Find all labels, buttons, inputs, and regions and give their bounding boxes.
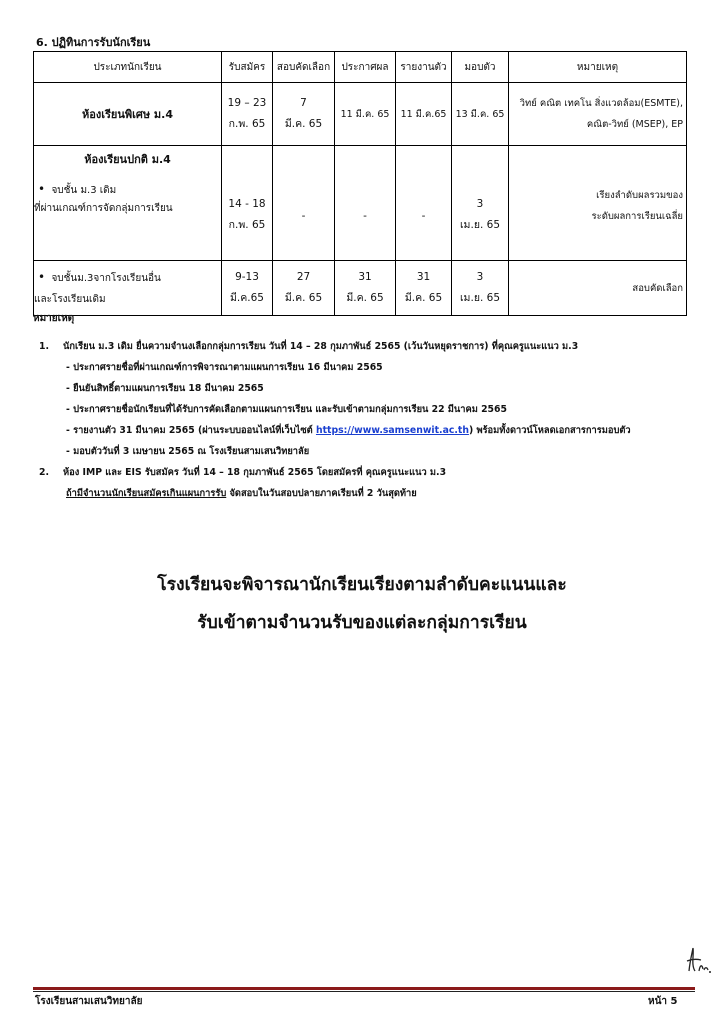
cell-line: 9-13 <box>235 271 259 283</box>
cell-line: และโรงเรียนเดิม <box>34 293 106 305</box>
cell-exam: - <box>273 146 335 261</box>
cell-line: จบชั้นม.3จากโรงเรียนอื่น <box>51 272 161 284</box>
cell-line: มี.ค. 65 <box>404 292 443 304</box>
remark-sub-text: ) พร้อมทั้งดาวน์โหลดเอกสารการมอบตัว <box>468 425 631 436</box>
table-row-regular-existing <box>34 146 687 261</box>
cell-type: ห้องเรียนพิเศษ ม.4 <box>34 83 222 146</box>
signature-icon <box>683 945 713 975</box>
cell-line: มี.ค. 65 <box>284 292 323 304</box>
header-report: รายงานตัว <box>396 52 452 83</box>
cell-line: 27 <box>296 271 311 283</box>
remark-underlined-text: ถ้ามีจำนวนนักเรียนสมัครเกินแผนการรับ <box>66 488 227 499</box>
cell-line: ก.พ. 65 <box>228 118 266 130</box>
header-announce: ประกาศผล <box>335 52 396 83</box>
remark-sub: - มอบตัววันที่ 3 เมษายน 2565 ณ โรงเรียนสามเสนวิทยาลัย <box>66 446 310 457</box>
remark-sub-text: - รายงานตัว 31 มีนาคม 2565 (ผ่านระบบออนไลน์ที่เว็บไซต์ <box>66 425 316 436</box>
remark-text: ห้อง IMP และ EIS รับสมัคร วันที่ 14 – 18 กุมภาพันธ์ 2565 โดยสมัครที่ คุณครูแนะแนว ม.3 <box>63 467 447 478</box>
cell-line: มี.ค. 65 <box>346 292 384 304</box>
cell-line: 14 - 18 <box>228 198 266 210</box>
bullet-icon: • <box>38 269 46 284</box>
cell-line: 31 <box>358 271 372 283</box>
table-header-row <box>34 52 687 83</box>
header-handover: มอบตัว <box>452 52 509 83</box>
cell-line: เม.ย. 65 <box>459 219 501 231</box>
header-apply: รับสมัคร <box>222 52 273 83</box>
remark-sub <box>33 483 713 504</box>
table-row-regular-other <box>34 261 687 316</box>
cell-exam <box>273 83 335 146</box>
remark-sub: - ประกาศรายชื่อนักเรียนที่ได้รับการคัดเลือกตามแผนการเรียน และรับเข้าตามกลุ่มการเรียน 22 มีนาคม 2565 <box>66 404 507 415</box>
cell-line: วิทย์ คณิต เทคโน สิ่งแวดล้อม(ESMTE), <box>519 98 683 109</box>
footer-school-name: โรงเรียนสามเสนวิทยาลัย <box>35 996 143 1007</box>
cell-line: เรียงลำดับผลรวมของ <box>596 190 683 201</box>
cell-line: ระดับผลการเรียนเฉลี่ย <box>591 211 683 222</box>
remark-sub-text: จัดสอบในวันสอบปลายภาคเรียนที่ 2 วันสุดท้าย <box>226 488 417 499</box>
cell-line: 7 <box>300 97 307 109</box>
table-row-special <box>34 83 687 146</box>
cell-note <box>509 261 687 316</box>
cell-exam <box>273 261 335 316</box>
header-exam: สอบคัดเลือก <box>273 52 335 83</box>
cell-report: - <box>396 146 452 261</box>
cell-line: 19 – 23 <box>227 97 267 109</box>
footer-accent-line <box>33 987 695 990</box>
cell-report <box>396 261 452 316</box>
remark-number: 1. <box>39 341 50 352</box>
remark-sub: - ประกาศรายชื่อที่ผ่านเกณฑ์การพิจารณาตามแผนการเรียน 16 มีนาคม 2565 <box>66 362 383 373</box>
cell-line: 31 <box>416 271 431 283</box>
cell-handover <box>452 146 509 261</box>
header-note: หมายเหตุ <box>509 52 687 83</box>
cell-line: จบชั้น ม.3 เดิม <box>51 185 117 196</box>
remark-sub <box>33 420 713 441</box>
cell-announce: - <box>335 146 396 261</box>
statement-line: โรงเรียนจะพิจารณานักเรียนเรียงตามลำดับคะแนนและ <box>157 575 567 595</box>
cell-type <box>34 146 222 261</box>
remark-item <box>33 336 713 357</box>
cell-announce: 11 มี.ค. 65 <box>335 83 396 146</box>
bullet-icon: • <box>38 182 46 196</box>
cell-line: 3 <box>476 271 484 283</box>
cell-note <box>509 83 687 146</box>
remark-number: 2. <box>39 467 50 478</box>
remarks-title: หมายเหตุ <box>33 313 75 324</box>
header-student-type: ประเภทนักเรียน <box>34 52 222 83</box>
cell-line: คณิต-วิทย์ (MSEP), EP <box>586 119 683 130</box>
remarks-section <box>33 311 713 504</box>
cell-report: 11 มี.ค.65 <box>396 83 452 146</box>
cell-apply <box>222 261 273 316</box>
admission-statement <box>0 566 724 642</box>
row-heading: ห้องเรียนปกติ ม.4 <box>84 153 171 166</box>
school-website-link[interactable]: https://www.samsenwit.ac.th <box>315 425 469 436</box>
cell-apply <box>222 83 273 146</box>
cell-apply <box>222 146 273 261</box>
section-title: 6. ปฏิทินการรับนักเรียน <box>36 36 151 49</box>
remark-text: นักเรียน ม.3 เดิม ยื่นความจำนงเลือกกลุ่มการเรียน วันที่ 14 – 28 กุมภาพันธ์ 2565 (เว้นวันหยุดราชการ) ที่คุณครูแนะแนว ม.3 <box>63 341 579 352</box>
statement-line: รับเข้าตามจำนวนรับของแต่ละกลุ่มการเรียน <box>197 613 527 633</box>
cell-line: ก.พ. 65 <box>228 219 266 231</box>
footer-divider <box>33 991 695 992</box>
cell-line: เม.ย. 65 <box>459 292 501 304</box>
cell-line: สอบคัดเลือก <box>632 282 683 294</box>
remark-sub: - ยืนยันสิทธิ์ตามแผนการเรียน 18 มีนาคม 2565 <box>66 383 264 394</box>
cell-announce <box>335 261 396 316</box>
footer-page-number: หน้า 5 <box>648 996 678 1007</box>
cell-note <box>509 146 687 261</box>
cell-line: มี.ค.65 <box>230 292 264 304</box>
cell-line: ที่ผ่านเกณฑ์การจัดกลุ่มการเรียน <box>34 203 173 214</box>
admission-calendar-table <box>33 51 687 316</box>
remark-item <box>33 462 713 483</box>
cell-type <box>34 261 222 316</box>
bullet-item <box>34 182 221 198</box>
cell-handover: 13 มี.ค. 65 <box>452 83 509 146</box>
cell-line: มี.ค. 65 <box>284 118 323 130</box>
cell-handover <box>452 261 509 316</box>
cell-line: 3 <box>476 198 484 210</box>
bullet-item <box>34 267 221 289</box>
